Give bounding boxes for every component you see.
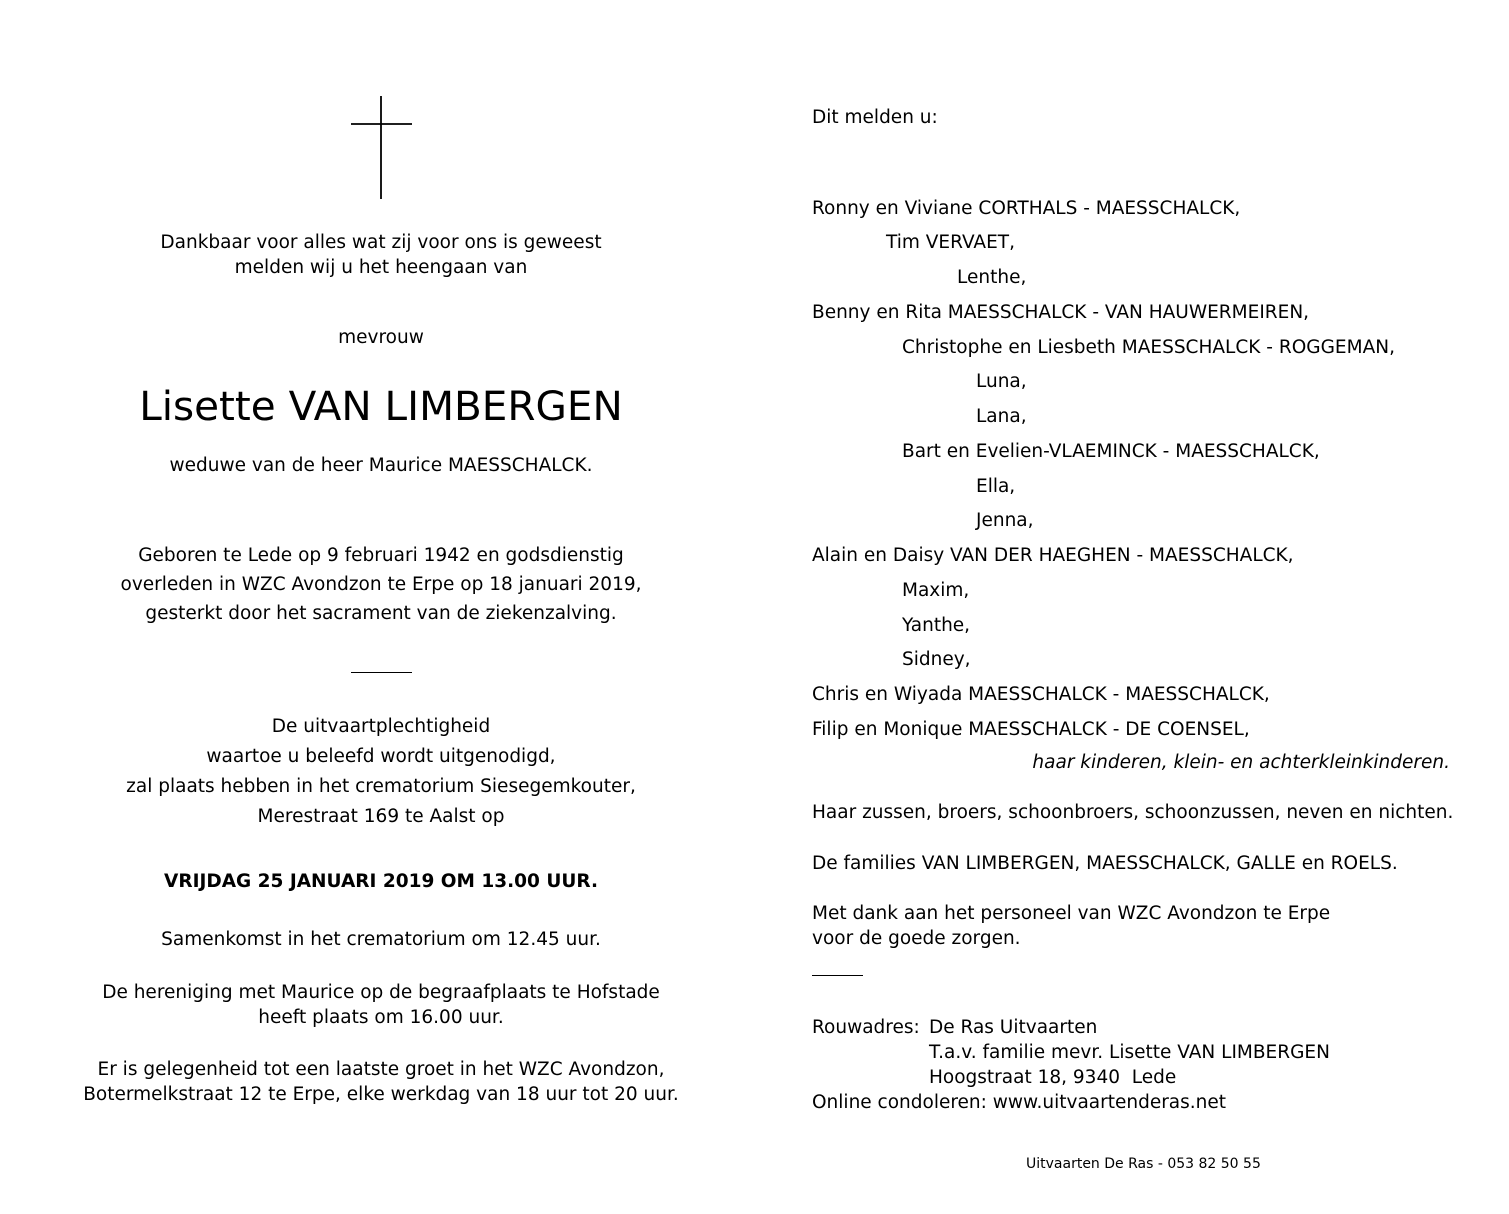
ceremony-date: VRIJDAG 25 JANUARI 2019 OM 13.00 UUR. <box>164 871 598 892</box>
siblings-line: Haar zussen, broers, schoonbroers, schoonzussen, neven en nichten. <box>812 802 1454 823</box>
address-line: Hoogstraat 18, 9340 Lede <box>929 1067 1177 1088</box>
family-member-line: Ella, <box>976 476 1016 497</box>
family-member-line: Yanthe, <box>902 615 971 636</box>
thanks-line: Met dank aan het personeel van WZC Avondzon te Erpe <box>812 903 1331 924</box>
ceremony-line: zal plaats hebben in het crematorium Siesegemkouter, <box>126 776 636 797</box>
salutation: mevrouw <box>338 327 424 348</box>
family-member-line: Benny en Rita MAESSCHALCK - VAN HAUWERMEIREN, <box>812 302 1310 323</box>
farewell-line: Er is gelegenheid tot een laatste groet in het WZC Avondzon, <box>97 1059 665 1080</box>
family-member-line: Sidney, <box>902 649 971 670</box>
birth-death-line: overleden in WZC Avondzon te Erpe op 18 januari 2019, <box>120 574 642 595</box>
family-member-line: Jenna, <box>976 510 1034 531</box>
gathering-line: Samenkomst in het crematorium om 12.45 uur. <box>161 929 601 950</box>
families-line: De families VAN LIMBERGEN, MAESSCHALCK, GALLE en ROELS. <box>812 853 1398 874</box>
right-column <box>812 0 1509 1214</box>
announcement-heading: Dit melden u: <box>812 107 938 128</box>
family-member-line: Tim VERVAET, <box>886 232 1015 253</box>
family-member-line: Ronny en Viviane CORTHALS - MAESSCHALCK, <box>812 198 1241 219</box>
family-member-line: Lana, <box>976 406 1027 427</box>
intro-line: Dankbaar voor alles wat zij voor ons is geweest <box>160 232 602 253</box>
ceremony-line: waartoe u beleefd wordt uitgenodigd, <box>206 746 556 767</box>
section-divider <box>351 672 412 673</box>
family-member-line: Chris en Wiyada MAESSCHALCK - MAESSCHALCK, <box>812 684 1270 705</box>
address-label: Rouwadres: <box>812 1017 920 1038</box>
family-member-line: Filip en Monique MAESSCHALCK - DE COENSEL, <box>812 719 1250 740</box>
family-member-line: Alain en Daisy VAN DER HAEGHEN - MAESSCHALCK, <box>812 545 1294 566</box>
farewell-line: Botermelkstraat 12 te Erpe, elke werkdag van 18 uur tot 20 uur. <box>83 1084 679 1105</box>
family-member-line: Bart en Evelien-VLAEMINCK - MAESSCHALCK, <box>902 441 1320 462</box>
funeral-home-contact: Uitvaarten De Ras - 053 82 50 55 <box>1026 1156 1261 1172</box>
ceremony-line: De uitvaartplechtigheid <box>271 716 491 737</box>
online-condolence-url: www.uitvaartenderas.net <box>992 1092 1227 1113</box>
birth-death-line: gesterkt door het sacrament van de ziekenzalving. <box>145 603 617 624</box>
ceremony-line: Merestraat 169 te Aalst op <box>257 806 505 827</box>
reunion-line: heeft plaats om 16.00 uur. <box>258 1007 504 1028</box>
descendants-note: haar kinderen, klein- en achterkleinkinderen. <box>1032 752 1450 773</box>
family-member-line: Lenthe, <box>957 267 1027 288</box>
section-divider <box>812 975 863 976</box>
online-condolence-line <box>812 1092 1226 1114</box>
intro-line: melden wij u het heengaan van <box>234 257 528 278</box>
widow-of-line: weduwe van de heer Maurice MAESSCHALCK. <box>169 455 593 476</box>
family-member-line: Maxim, <box>902 580 970 601</box>
reunion-line: De hereniging met Maurice op de begraafplaats te Hofstade <box>102 982 660 1003</box>
birth-death-line: Geboren te Lede op 9 februari 1942 en godsdienstig <box>138 545 624 566</box>
address-line: T.a.v. familie mevr. Lisette VAN LIMBERGEN <box>929 1042 1330 1063</box>
thanks-line: voor de goede zorgen. <box>812 928 1021 949</box>
online-condolence-label: Online condoleren: <box>812 1092 987 1113</box>
cross-icon <box>349 95 413 201</box>
address-line: De Ras Uitvaarten <box>929 1017 1098 1038</box>
deceased-name: Lisette VAN LIMBERGEN <box>139 382 623 430</box>
family-member-line: Christophe en Liesbeth MAESSCHALCK - ROGGEMAN, <box>902 337 1395 358</box>
family-member-line: Luna, <box>976 371 1027 392</box>
